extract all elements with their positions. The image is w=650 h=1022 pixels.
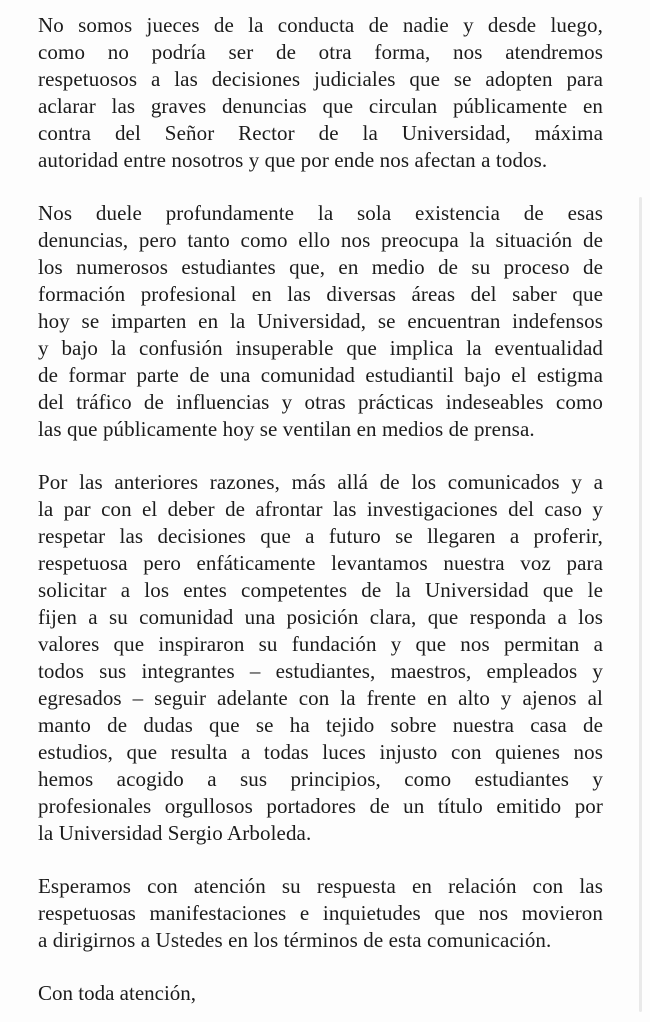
- paragraph: [38, 12, 603, 174]
- paragraph: [38, 469, 603, 847]
- text-line: egresados – seguir adelante con la frente en alto y ajenos al: [38, 686, 603, 710]
- text-line: Por las anteriores razones, más allá de los comunicados y a: [38, 470, 603, 494]
- text-line: fijen a su comunidad una posición clara, que responda a los: [38, 605, 603, 629]
- text-line: autoridad entre nosotros y que por ende nos afectan a todos.: [38, 148, 548, 172]
- text-line: estudios, que resulta a todas luces injusto con quienes nos: [38, 740, 603, 764]
- document-body: [38, 12, 603, 954]
- text-line: los numerosos estudiantes que, en medio de su proceso de: [38, 255, 603, 279]
- text-line: hoy se imparten en la Universidad, se encuentran indefensos: [38, 309, 603, 333]
- text-line: respetuosos a las decisiones judiciales que se adopten para: [38, 67, 603, 91]
- text-line: formación profesional en las diversas áreas del saber que: [38, 282, 603, 306]
- closing-line: Con toda atención,: [38, 981, 197, 1005]
- text-line: hemos acogido a sus principios, como estudiantes y: [38, 767, 603, 791]
- text-line: Nos duele profundamente la sola existencia de esas: [38, 201, 603, 225]
- scrollbar-thumb[interactable]: [639, 197, 642, 1012]
- text-line: y bajo la confusión insuperable que implica la eventualidad: [38, 336, 603, 360]
- text-line: No somos jueces de la conducta de nadie y desde luego,: [38, 13, 603, 37]
- text-line: la par con el deber de afrontar las investigaciones del caso y: [38, 497, 603, 521]
- text-line: aclarar las graves denuncias que circulan públicamente en: [38, 94, 603, 118]
- text-line: como no podría ser de otra forma, nos atendremos: [38, 40, 603, 64]
- text-line: respetuosas manifestaciones e inquietudes que nos movieron: [38, 901, 603, 925]
- text-line: del tráfico de influencias y otras prácticas indeseables como: [38, 390, 603, 414]
- text-line: todos sus integrantes – estudiantes, maestros, empleados y: [38, 659, 603, 683]
- text-line: de formar parte de una comunidad estudiantil bajo el estigma: [38, 363, 603, 387]
- paragraph: [38, 873, 603, 954]
- text-line: Esperamos con atención su respuesta en relación con las: [38, 874, 603, 898]
- paragraph: [38, 200, 603, 443]
- text-line: a dirigirnos a Ustedes en los términos de esta comunicación.: [38, 928, 552, 952]
- text-line: denuncias, pero tanto como ello nos preocupa la situación de: [38, 228, 603, 252]
- text-line: la Universidad Sergio Arboleda.: [38, 821, 312, 845]
- text-line: profesionales orgullosos portadores de un título emitido por: [38, 794, 603, 818]
- text-line: respetar las decisiones que a futuro se llegaren a proferir,: [38, 524, 603, 548]
- text-line: valores que inspiraron su fundación y que nos permitan a: [38, 632, 603, 656]
- text-line: solicitar a los entes competentes de la Universidad que le: [38, 578, 603, 602]
- text-line: manto de dudas que se ha tejido sobre nuestra casa de: [38, 713, 603, 737]
- text-line: contra del Señor Rector de la Universidad, máxima: [38, 121, 603, 145]
- text-line: respetuosa pero enfáticamente levantamos nuestra voz para: [38, 551, 603, 575]
- text-line: las que públicamente hoy se ventilan en medios de prensa.: [38, 417, 535, 441]
